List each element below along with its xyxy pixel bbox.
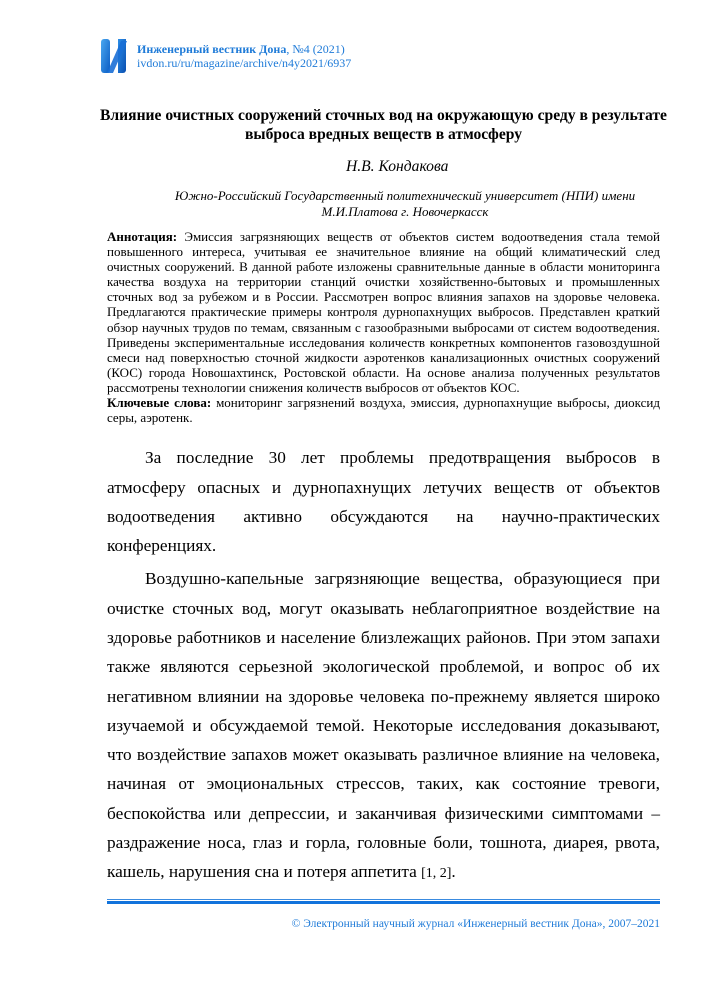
article-title: Влияние очистных сооружений сточных вод на окружающую среду в результате выброса вредных веществ в атмосферу: [100, 107, 667, 143]
journal-logo-icon: [99, 35, 129, 77]
body-paragraph: [107, 564, 660, 888]
footer-copyright: © Электронный научный журнал «Инженерный вестник Дона», 2007–2021: [291, 917, 660, 930]
article-url[interactable]: ivdon.ru/ru/magazine/archive/n4y2021/6937: [137, 56, 352, 70]
footer-divider: [107, 899, 660, 904]
page-column: [100, 0, 667, 951]
journal-header: [99, 35, 660, 77]
body-paragraph: [107, 443, 660, 560]
footer-divider-thin: [107, 899, 660, 900]
author-affiliation: Южно-Российский Государственный политехнический университет (НПИ) имени М.И.Платова г. Новочеркасск: [174, 188, 636, 219]
journal-title-line: [137, 42, 351, 56]
abstract-paragraph: [107, 229, 660, 395]
abstract-text: Эмиссия загрязняющих веществ от объектов систем водоотведения стала темой повышенного интереса, учитывая ее значительное влияние на общий климатический след очистных сооружений. В данной работе изложены сравнительные данные в области мониторинга качества воздуха на территории станций очистки хозяйственно-бытовых и промышленных сточных вод за рубежом и в России. Рассмотрен вопрос влияния запахов на здоровье человека. Предлагаются практические примеры контроля дурнопахнущих выбросов. Представлен краткий обзор научных трудов по темам, связанным с газообразными выбросами от систем водоотведения. Приведены экспериментальные исследования количеств конкретных компонентов газовоздушной смеси над поверхностью сточной жидкости аэротенков канализационных очистных сооружений (КОС) города Новошахтинск, Ростовской области. На основе анализа полученных результатов рассмотрены технологии снижения количеств выбросов от объектов КОС.: [107, 229, 661, 395]
paragraph-tail: .: [451, 862, 456, 882]
keywords-label: Ключевые слова:: [107, 395, 212, 411]
article-body: [107, 443, 660, 888]
footer-divider-thick: [107, 901, 660, 904]
keywords-text: мониторинг загрязнений воздуха, эмиссия, дурнопахнущие выбросы, диоксид серы, аэротенк.: [107, 395, 660, 426]
article-author: Н.В. Кондакова: [346, 158, 449, 175]
abstract-label: Аннотация:: [107, 229, 178, 244]
journal-name: Инженерный вестник Дона: [137, 42, 287, 56]
abstract-section: [107, 229, 660, 425]
citation-reference[interactable]: [1, 2]: [421, 866, 452, 882]
paragraph-text: За последние 30 лет проблемы предотвращения выбросов в атмосферу опасных и дурнопахнущих летучих веществ от объектов водоотведения активно обсуждаются на научно-практических конференциях.: [107, 448, 660, 556]
paragraph-text: Воздушно-капельные загрязняющие вещества, образующиеся при очистке сточных вод, могут оказывать неблагоприятное воздействие на здоровье работников и население близлежащих районов. При этом запахи также являются серьезной экологической проблемой, и вопрос об их негативном влиянии на здоровье человека по-прежнему является широко изучаемой и обсуждаемой темой. Некоторые исследования доказывают, что воздействие запахов может оказывать различное влияние на человека, начиная от эмоциональных стрессов, таких, как состояние тревоги, беспокойства или депрессии, и заканчивая физическими симптомами – раздражение носа, глаз и горла, головные боли, тошнота, диарея, рвота, кашель, нарушения сна и потеря аппетита: [107, 569, 660, 882]
keywords-paragraph: [107, 395, 660, 425]
journal-issue: , №4 (2021): [286, 42, 345, 56]
